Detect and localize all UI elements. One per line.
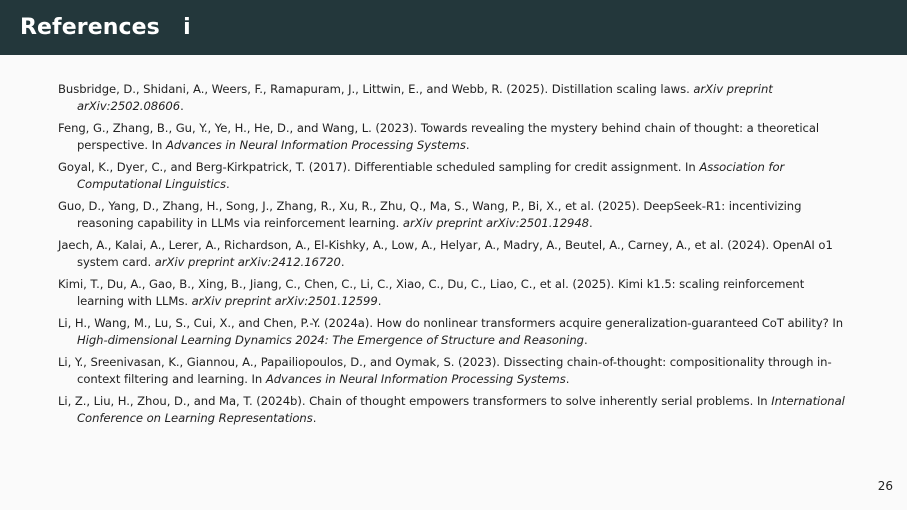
- reference-end: .: [565, 372, 570, 386]
- reference-text: Busbridge, D., Shidani, A., Weers, F., Ramapuram, J., Littwin, E., and Webb, R. (2025). Distillation scaling laws.: [58, 82, 694, 96]
- slide-title: References i: [20, 15, 191, 40]
- reference-end: .: [312, 411, 317, 425]
- reference-venue: Advances in Neural Information Processing Systems: [265, 372, 566, 386]
- reference-text: Li, Z., Liu, H., Zhou, D., and Ma, T. (2024b). Chain of thought empowers transformers to solve inherently serial problems. In: [58, 394, 772, 408]
- reference-list: [58, 81, 854, 432]
- reference-end: .: [340, 255, 345, 269]
- reference-text: Guo, D., Yang, D., Zhang, H., Song, J., Zhang, R., Xu, R., Zhu, Q., Ma, S., Wang, P., Bi, X., et al. (2025). DeepSeek-R1: incentivizing reasoning capability in LLMs via reinforcement learning.: [58, 199, 802, 230]
- reference-end: .: [583, 333, 588, 347]
- reference-venue: Advances in Neural Information Processing Systems: [165, 138, 466, 152]
- reference-end: .: [226, 177, 230, 191]
- reference-venue: arXiv preprint arXiv:2501.12948: [402, 216, 590, 230]
- reference-item: [58, 120, 854, 154]
- reference-text: Jaech, A., Kalai, A., Lerer, A., Richardson, A., El-Kishky, A., Low, A., Helyar, A., Madry, A., Beutel, A., Carney, A., et al. (2024). OpenAI o1 system card.: [58, 238, 833, 269]
- reference-item: [58, 81, 854, 115]
- reference-end: .: [589, 216, 593, 230]
- reference-end: .: [180, 99, 184, 113]
- reference-text: Feng, G., Zhang, B., Gu, Y., Ye, H., He, D., and Wang, L. (2023). Towards revealing the mystery behind chain of thought: a theoretical perspective. In: [58, 121, 820, 152]
- reference-item: [58, 237, 854, 271]
- reference-item: [58, 198, 854, 232]
- reference-item: [58, 276, 854, 310]
- reference-end: .: [465, 138, 470, 152]
- reference-item: [58, 393, 854, 427]
- reference-text: Goyal, K., Dyer, C., and Berg-Kirkpatrick, T. (2017). Differentiable scheduled sampling for credit assignment. In: [58, 160, 700, 174]
- reference-venue: International Conference on Learning Representations: [77, 394, 845, 425]
- slide-title-bar: [0, 0, 907, 55]
- reference-venue: High-dimensional Learning Dynamics 2024: The Emergence of Structure and Reasoning: [77, 333, 584, 347]
- page-number: 26: [877, 479, 893, 493]
- reference-venue: arXiv preprint arXiv:2412.16720: [154, 255, 341, 269]
- reference-item: [58, 159, 854, 193]
- reference-venue: Association for Computational Linguistics: [77, 160, 785, 191]
- reference-end: .: [377, 294, 382, 308]
- reference-item: [58, 315, 854, 349]
- reference-text: Li, H., Wang, M., Lu, S., Cui, X., and Chen, P.-Y. (2024a). How do nonlinear transformers acquire generalization-guaranteed CoT ability? In: [58, 316, 844, 330]
- reference-text: Kimi, T., Du, A., Gao, B., Xing, B., Jiang, C., Chen, C., Li, C., Xiao, C., Du, C., Liao, C., et al. (2025). Kimi k1.5: scaling reinforcement learning with LLMs.: [58, 277, 805, 308]
- reference-item: [58, 354, 854, 388]
- reference-venue: arXiv preprint arXiv:2501.12599: [191, 294, 378, 308]
- reference-text: Li, Y., Sreenivasan, K., Giannou, A., Papailiopoulos, D., and Oymak, S. (2023). Dissecting chain-of-thought: compositionality through in-context filtering and learning. In: [58, 355, 832, 386]
- reference-venue: arXiv preprint arXiv:2502.08606: [77, 82, 773, 113]
